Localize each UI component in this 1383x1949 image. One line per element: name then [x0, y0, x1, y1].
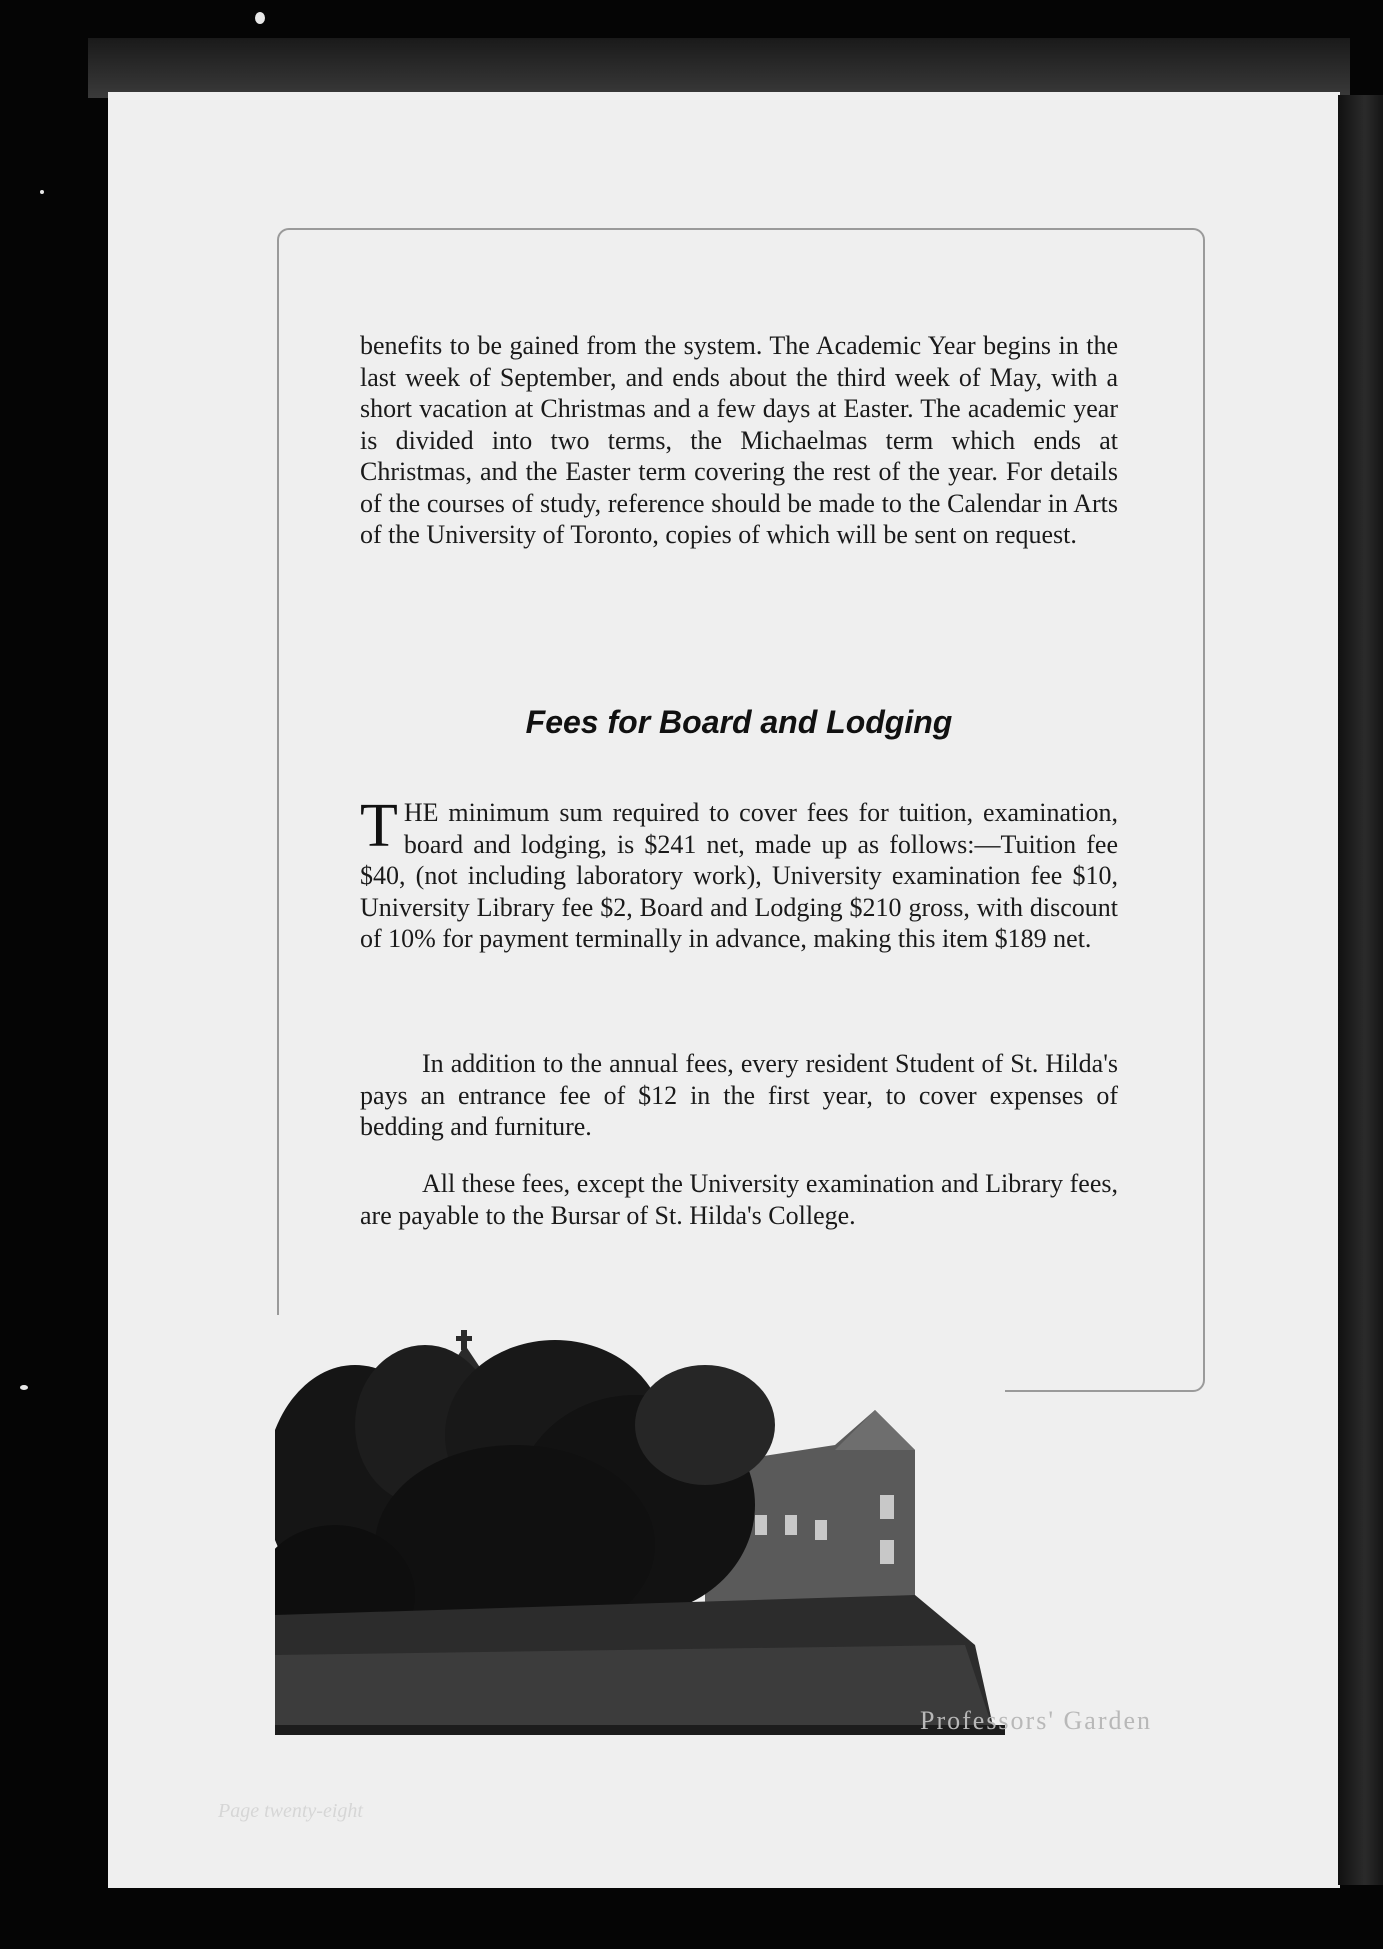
scan-speck — [40, 190, 44, 194]
facing-page-edge — [1338, 95, 1383, 1885]
payable-paragraph: All these fees, except the University examination and Library fees, are payable to the Bursar of St. Hilda's College. — [360, 1169, 1118, 1230]
entrance-fee-paragraph: In addition to the annual fees, every resident Student of St. Hilda's pays an entrance fee of $12 in the first year, to cover expenses of bedding and furniture. — [360, 1049, 1118, 1141]
scan-speck — [20, 1385, 28, 1390]
section-heading: Fees for Board and Lodging — [525, 704, 953, 740]
continuation-paragraph: benefits to be gained from the system. The Academic Year begins in the last week of September, and ends about the third week of May, with a short vacation at Christmas and a few days at Easter. The academic year is divided into two terms, the Michaelmas term which ends at Christmas, and the Easter term covering the rest of the year. For details of the courses of study, reference should be made to the Calendar in Arts of the University of Toronto, copies of which will be sent on request. — [360, 331, 1118, 549]
page-number: Page twenty-eight — [218, 1800, 363, 1822]
photo-caption: Professors' Garden — [920, 1706, 1153, 1735]
garden-photograph — [275, 1315, 1005, 1735]
scan-top-edge — [88, 38, 1350, 98]
fees-paragraph-text: HE minimum sum required to cover fees for tuition, examination, board and lodging, is $241 net, made up as follows:—Tuition fee $40, (not including laboratory work), University examination fee $10, University Library fee $2, Board and Lodging $210 gross, with discount of 10% for payment terminally in advance, making this item $189 net. — [360, 798, 1118, 953]
fees-paragraph — [360, 792, 1118, 955]
drop-cap-letter: T — [360, 792, 398, 860]
scan-speck — [255, 12, 265, 24]
